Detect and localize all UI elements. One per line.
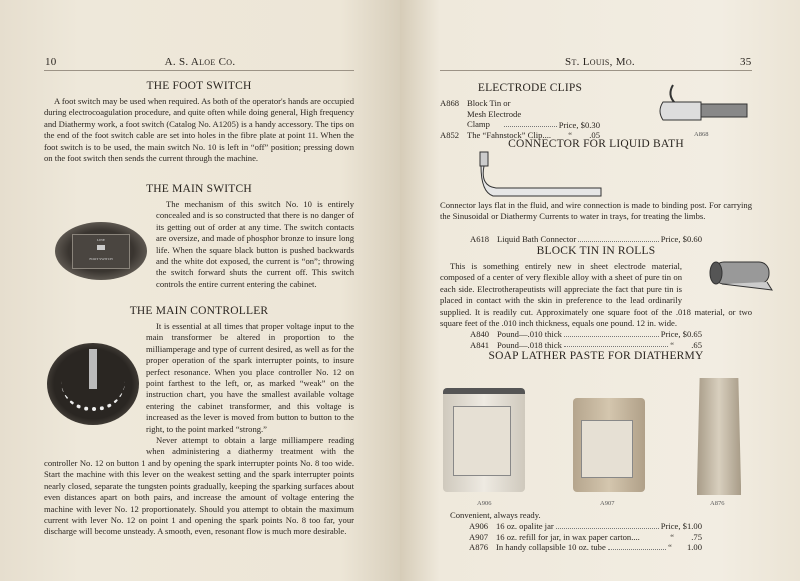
collapsible-tube-photo (697, 378, 741, 495)
right-page (400, 0, 800, 581)
item-desc: The “Fahnstock” Clip.... (467, 130, 552, 140)
item-code: A840 (470, 329, 490, 339)
section-title: SOAP LATHER PASTE FOR DIATHERMY (488, 350, 704, 362)
image-caption: A868 (694, 131, 709, 138)
item-price: Price, $0.65 (660, 329, 702, 339)
item-desc: Block Tin or Mesh Electrode Clamp (467, 98, 522, 129)
item-price: Price, $1.00 (660, 521, 702, 531)
header-rule (440, 70, 752, 71)
section-title: THE MAIN SWITCH (146, 183, 252, 195)
paragraph: The mechanism of this switch No. 10 is entirely concealed and is so constructed that there is no danger of its getting out of order at any time. The switch contacts are oversize, and made of phosphor bronze to insure long life. When the square black button is pushed backwards and the white dot exposed, the current is “on”; throwing the switch forward shuts the current off. This switch controls the entire current entering the cabinet. (156, 199, 354, 289)
price-row (469, 521, 702, 532)
liquid-bath-connector-illustration (470, 150, 605, 200)
section-title: THE MAIN CONTROLLER (129, 305, 269, 317)
page-number: 10 (45, 56, 57, 68)
item-price: “ .05 (568, 130, 600, 140)
price-row (470, 234, 702, 245)
switch-button (97, 245, 105, 250)
section-body: Connector lays flat in the fluid, and wire connection is made to binding post. For carrying the Sinusoidal or Diathermy Currents to water in trays, for treating the limbs. (440, 200, 752, 222)
item-price: “ 1.00 (668, 542, 702, 552)
tin-roll-illustration (702, 258, 777, 293)
price-row (469, 542, 702, 553)
intro-text: Convenient, always ready. (450, 510, 541, 520)
item-desc: Pound—.018 thick (497, 339, 562, 350)
item-code: A841 (470, 339, 490, 350)
running-head: A. S. Aloe Co. (164, 56, 236, 68)
item-price: “ .65 (670, 339, 702, 350)
price-row (470, 329, 702, 340)
item-code: A618 (470, 234, 490, 244)
image-caption: A876 (710, 500, 725, 507)
section-title: CONNECTOR FOR LIQUID BATH (508, 138, 684, 150)
item-desc: In handy collapsible 10 oz. tube (496, 542, 606, 552)
item-desc: 16 oz. opalite jar (496, 521, 554, 531)
item-code: A868 (440, 98, 460, 108)
running-head: St. Louis, Mo. (565, 56, 635, 68)
item-desc: Liquid Bath Connector (497, 234, 577, 244)
main-switch-photo (55, 222, 147, 280)
price-row (469, 532, 702, 543)
item-price: “ .75 (670, 531, 702, 542)
page-number: 35 (740, 56, 752, 68)
image-caption: A906 (477, 500, 492, 507)
paragraph: A foot switch may be used when required. As both of the operator's hands are occupied during electrocoagulation procedure, and quite often while doing general, High frequency and Diathermy work, a foot switch (Catalog No. A1205) is a handy accessory. The tips on the end of the foot switch cable are set into holes in the fibre plate at point 11. When the foot switch is to be used, the main switch No. 10 is left in “off” position; pressing down on the foot switch then sends the current through the machine. (44, 96, 354, 164)
item-code: A852 (440, 130, 460, 140)
paragraph: It is essential at all times that proper voltage input to the main transformer be altered in proportion to the milliamperage and type of current desired, as well as for the proper operation of the spark interrupter points, to insure perfect resonance. When you place controller No. 12 on point farthest to the left, or, as marked “weak” on the instruction chart, you have the smallest available voltage entering the cabinet transformer, and this voltage is increased as the lever is moved from button to button to the right, to the point marked “strong.” (146, 321, 354, 434)
price-list (469, 521, 702, 553)
price-list (470, 329, 702, 350)
main-controller-photo (47, 343, 139, 425)
item-code: A876 (469, 542, 489, 552)
item-desc: Pound—.010 thick (497, 329, 562, 339)
price-row (470, 340, 702, 351)
item-desc: 16 oz. refill for jar, in wax paper carton.... (496, 531, 640, 542)
item-code: A907 (469, 531, 489, 542)
section-body (44, 96, 354, 164)
section-title: ELECTRODE CLIPS (477, 82, 583, 94)
switch-label: LINE (97, 238, 105, 242)
paragraph: Never attempt to obtain a large milliampere reading when administering a diathermy treatment with the controller No. 12 on button 1 and by opening the spark interrupter points No. 8 too wide. Start the machine with this lever on the weakest setting and the spark interrupter points nearly closed, separate the tungsten points gradually, keeping the sparking surfaces about even distances apart on both pairs, and increase the amount of voltage entering the machine with lever No. 12 proportionately. Should you attempt to obtain the maximum current with lever No. 12 on point 1 and opening the spark points No. 8 too far, your discharge will become unsteady. A smooth, even, resonant flow is much more desirable. (44, 435, 354, 537)
item-price: Price, $0.60 (660, 234, 702, 244)
price-list (440, 98, 600, 141)
opalite-jar-photo (443, 388, 525, 492)
item-price: Price, $0.30 (558, 119, 600, 130)
header-rule (44, 70, 354, 71)
refill-carton-photo (573, 398, 645, 492)
price-list (470, 234, 702, 245)
electrode-clip-illustration (655, 80, 755, 130)
section-title: BLOCK TIN IN ROLLS (536, 245, 656, 257)
paragraph: This is something entirely new in sheet electrode material, composed of a center of very flexible alloy with a sheet of pure tin on each side. Electrotherapeutists will appreciate the fact that pure tin is placed in contact with the skin in preference to the lead ordinarily supplied. It is readily cut. Approximately one square foot of the .018 material, or two square feet of the .010 inch thickness, equals one pound. 12 in. wide. (440, 261, 752, 329)
item-code: A906 (469, 521, 489, 531)
switch-label: FOOT SWITCH (89, 257, 113, 261)
section-title: THE FOOT SWITCH (146, 80, 252, 92)
controller-buttons (61, 381, 125, 411)
image-caption: A907 (600, 500, 615, 507)
